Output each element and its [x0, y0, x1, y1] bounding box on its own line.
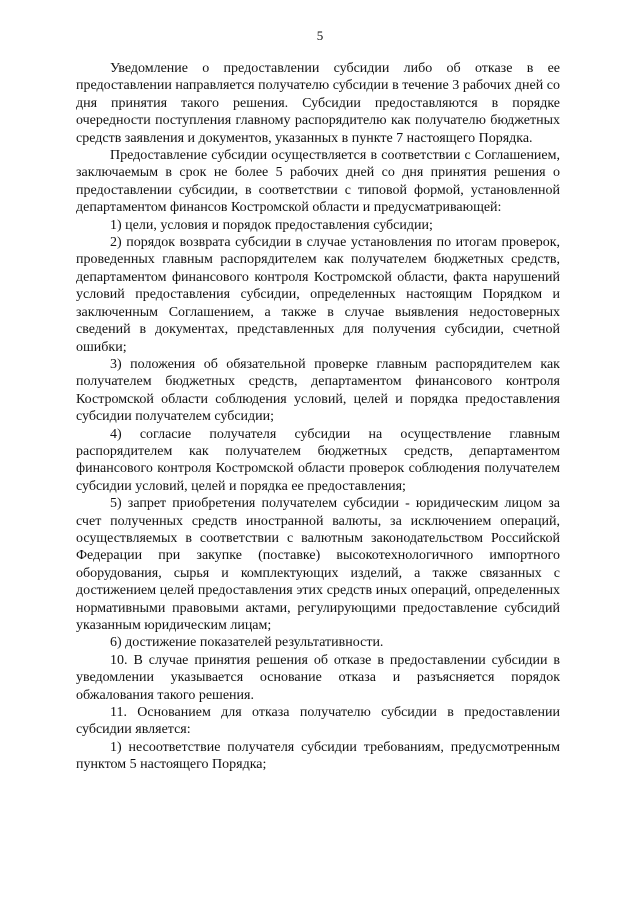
list-item-5: 5) запрет приобретения получателем субсидии - юридическим лицом за счет полученных средств иностранной валюты, за исключением операций, осуществляемых в соответствии с валютным законодательством Российской Федерации при закупке (поставке) высокотехнологичного импортного оборудования, сырья и комплектующих изделий, а также связанных с достижением целей предоставления этих средств иных операций, определенных нормативными правовыми актами, регулирующими предоставление субсидий указанным юридическим лицам;	[76, 496, 560, 633]
paragraph-10: 10. В случае принятия решения об отказе в предоставлении субсидии в уведомлении указывается основание отказа и разъясняется порядок обжалования такого решения.	[76, 652, 560, 703]
list-item-3: 3) положения об обязательной проверке главным распорядителем как получателем бюджетных средств, департаментом финансового контроля Костромской области соблюдения условий, целей и порядка предоставления субсидии получателем субсидии;	[76, 356, 560, 425]
refusal-item-1	[76, 739, 560, 774]
list-item-1: 1) цели, условия и порядок предоставления субсидии;	[110, 217, 433, 233]
refusal-item-text: несоответствие получателя субсидии требованиям, предусмотренным пунктом 5 настоящего Порядка;	[76, 739, 560, 773]
paragraph-notification: Уведомление о предоставлении субсидии либо об отказе в ее предоставлении направляется получателю субсидии в течение 3 рабочих дней со дня принятия такого решения. Субсидии предоставляются в порядке очередности поступления главному распорядителю как получателю бюджетных средств заявления и документов, указанных в пункте 7 настоящего Порядка.	[76, 61, 560, 146]
document-body	[76, 60, 560, 774]
page-number: 5	[316, 28, 324, 43]
list-item-6: 6) достижение показателей результативности.	[110, 635, 384, 651]
paragraph-agreement: Предоставление субсидии осуществляется в соответствии с Соглашением, заключаемым в срок не более 5 рабочих дней со дня принятия решения о предоставлении субсидии, в соответствии с типовой формой, установленной департаментом финансов Костромской области и предусматривающей:	[76, 148, 560, 216]
list-item-4: 4) согласие получателя субсидии на осуществление главным распорядителем как получателем бюджетных средств, департаментом финансового контроля Костромской области проверок соблюдения получателем субсидии условий, целей и порядка ее предоставления;	[76, 426, 560, 494]
paragraph-11: 11. Основанием для отказа получателю субсидии в предоставлении субсидии является:	[76, 705, 560, 738]
list-item-2: 2) порядок возврата субсидии в случае установления по итогам проверок, проведенных главным распорядителем как получателем бюджетных средств, департаментом финансового контроля Костромской области, факта нарушений условий предоставления субсидии, определенных настоящим Порядком и заключенным Соглашением, а также в случае выявления недостоверных сведений в документах, представленных для получения субсидии, счетной ошибки;	[76, 235, 560, 355]
refusal-item-number: 1)	[110, 739, 122, 755]
